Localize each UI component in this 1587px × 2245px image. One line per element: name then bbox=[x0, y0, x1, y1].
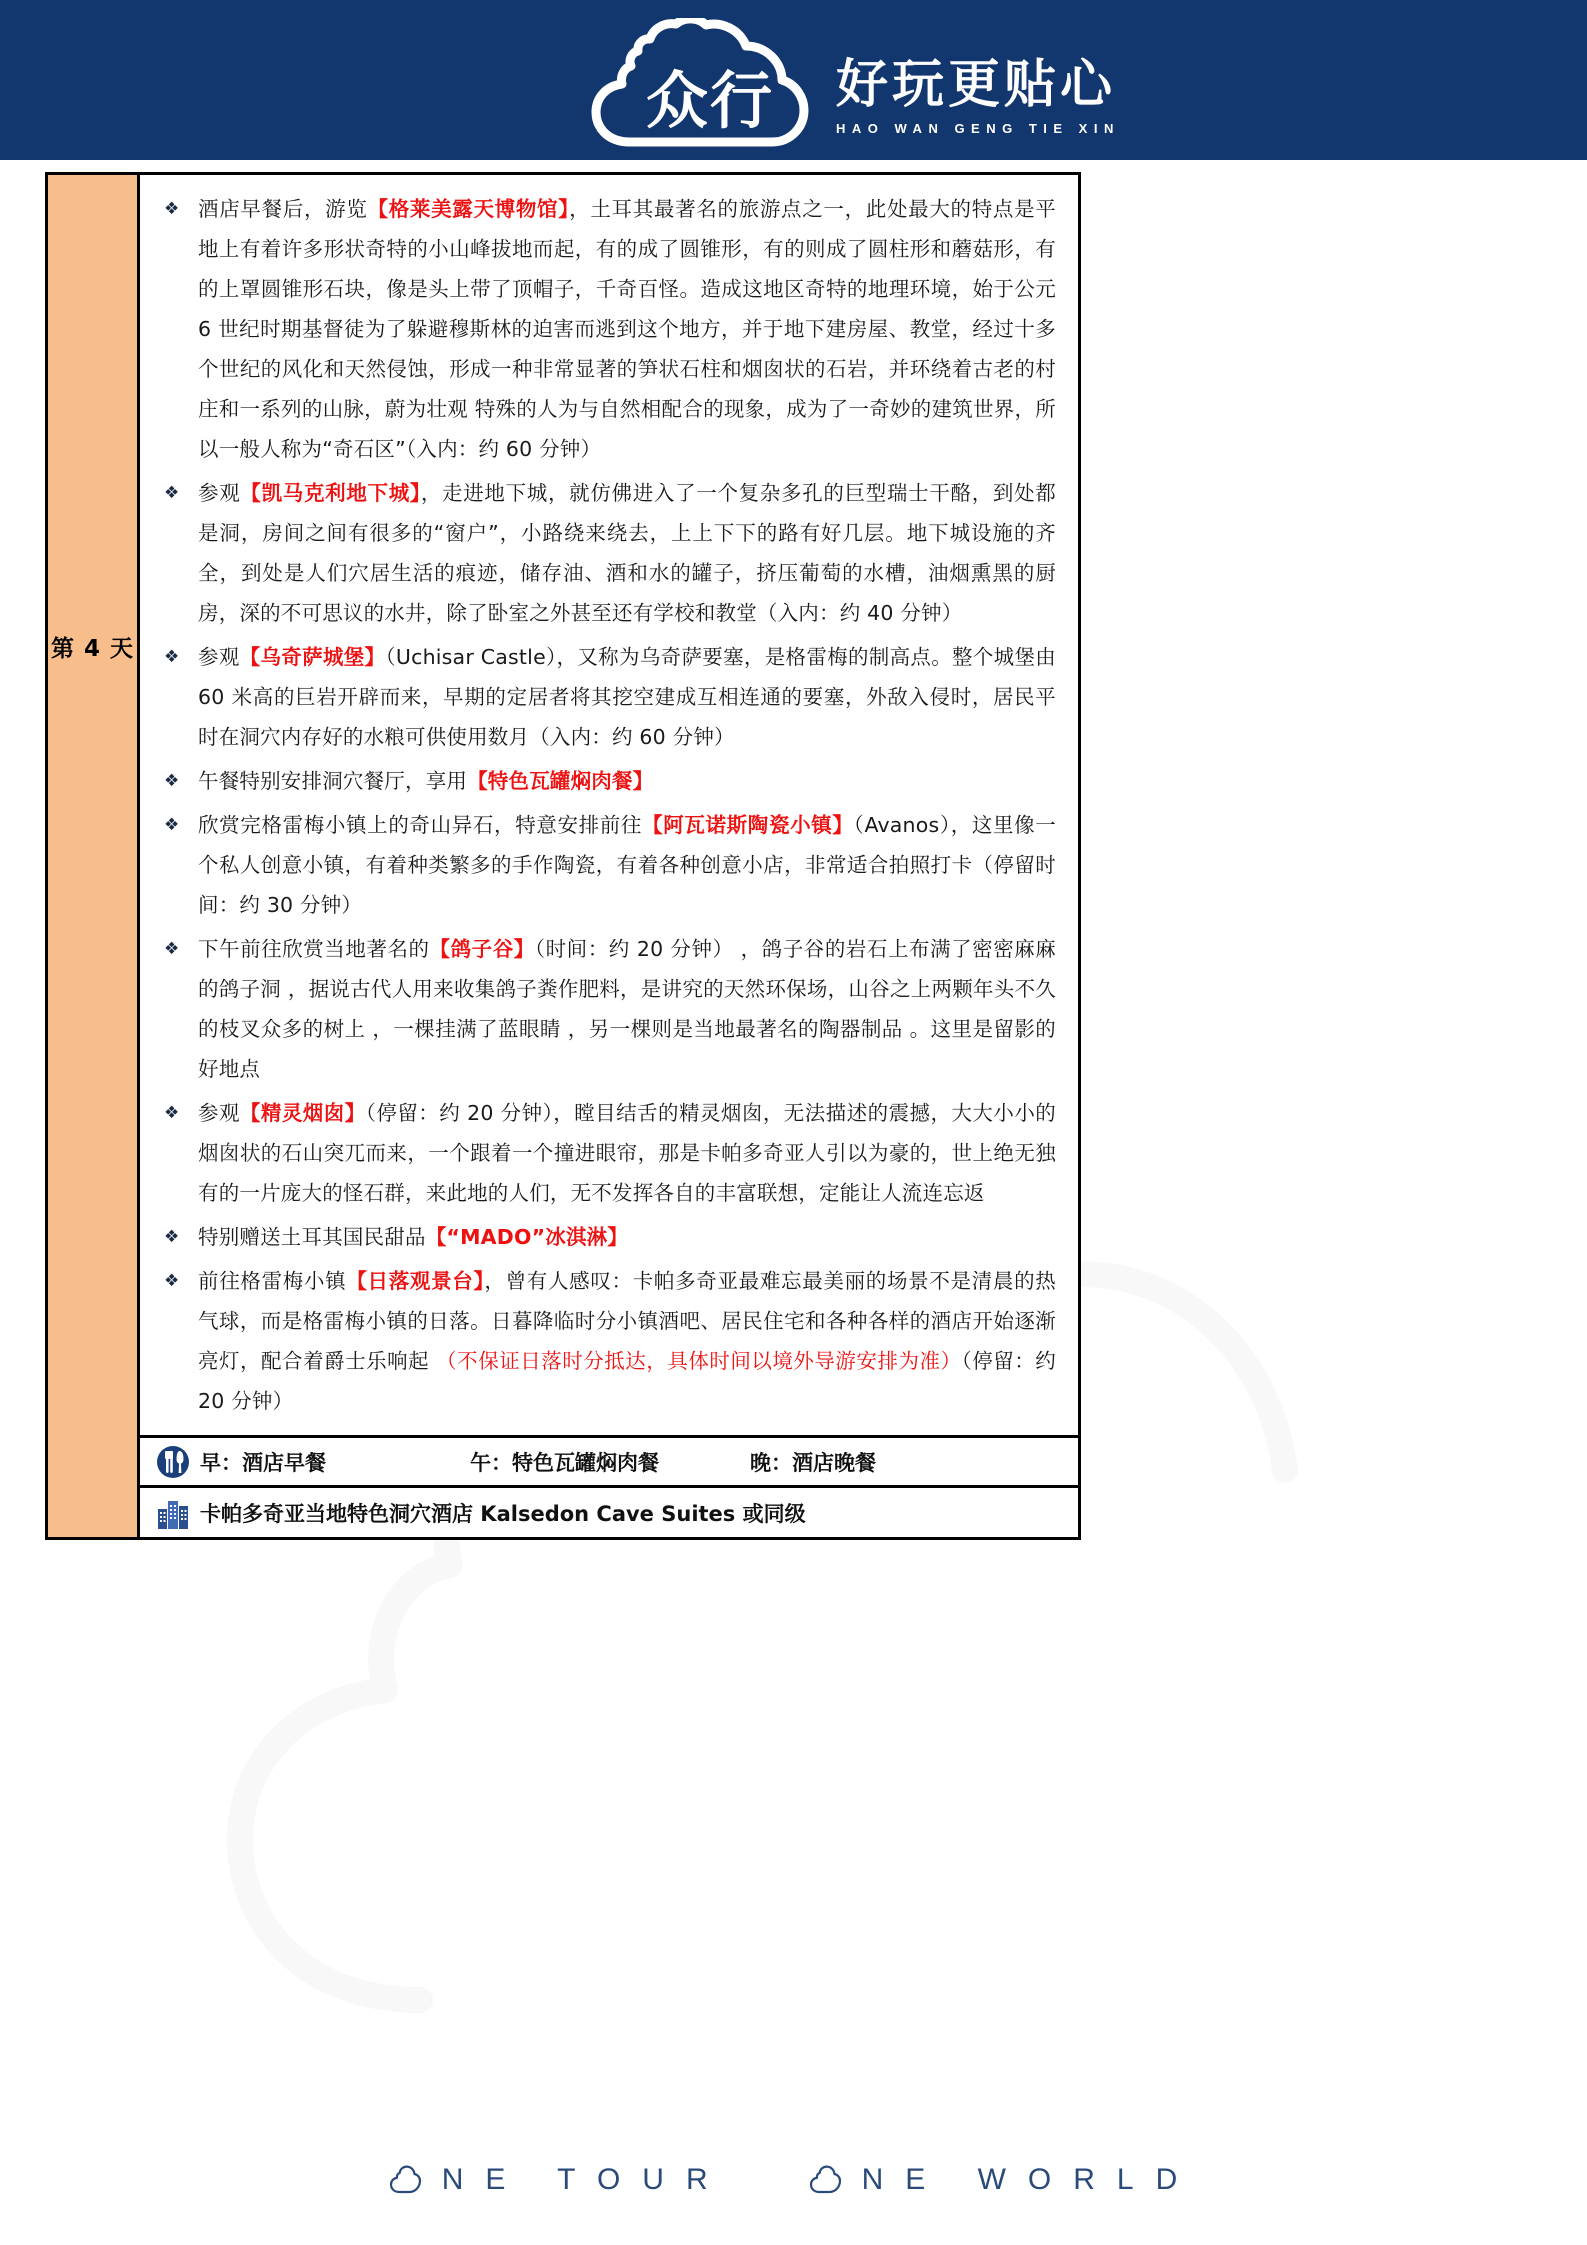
tagline-block bbox=[836, 32, 1120, 136]
meals-row bbox=[140, 1435, 1078, 1485]
bullet-diamond-icon: ❖ bbox=[164, 1227, 180, 1247]
itinerary-bullet-list bbox=[140, 175, 1078, 1435]
body-text: 参观 bbox=[198, 1101, 240, 1125]
highlight-attraction: 【特色瓦罐焖肉餐】 bbox=[467, 769, 654, 793]
itinerary-item-text bbox=[198, 189, 1056, 469]
bullet-diamond-icon: ❖ bbox=[164, 199, 180, 219]
itinerary-item-uchisar-castle bbox=[156, 637, 1056, 757]
page-footer bbox=[0, 2135, 1587, 2225]
brand-name-zh: 众行 bbox=[646, 64, 775, 137]
footer-netour-text: NE TOUR bbox=[441, 2163, 730, 2196]
body-text: （停留：约 20 分钟） bbox=[198, 1349, 1057, 1413]
itinerary-item-text bbox=[198, 929, 1056, 1089]
highlight-attraction: 【“MADO”冰淇淋】 bbox=[425, 1225, 629, 1249]
cutlery-icon bbox=[156, 1445, 200, 1479]
body-text: 参观 bbox=[198, 481, 241, 505]
body-text: （Uchisar Castle），又称为乌奇萨要塞，是格雷梅的制高点。整个城堡由 60 米高的巨岩开辟而来，早期的定居者将其挖空建成互相连通的要塞，外敌入侵时，居民平时在洞穴内存好的水粮可供使用数月（入内：约 60 分钟） bbox=[198, 645, 1056, 749]
body-text: 酒店早餐后，游览 bbox=[198, 197, 368, 221]
itinerary-item-fairy-chimneys bbox=[156, 1093, 1056, 1213]
body-text: ，土耳其最著名的旅游点之一，此处最大的特点是平地上有着许多形状奇特的小山峰拔地而起，有的成了圆锥形，有的则成了圆柱形和蘑菇形，有的上罩圆锥形石块，像是头上带了顶帽子，千奇百怪。造成这地区奇特的地理环境，始于公元 6 世纪时期基督徒为了躲避穆斯林的迫害而逃到这个地方，并于地下建房屋、教堂，经过十多个世纪的风化和天然侵蚀，形成一种非常显著的笋状石柱和烟囱状的石岩，并环绕着古老的村庄和一系列的山脉，蔚为壮观 特殊的人为与自然相配合的现象，成为了一奇妙的建筑世界，所以一般人称为“奇石区”（入内：约 60 分钟） bbox=[198, 197, 1056, 461]
disclaimer-note: （不保证日落时分抵达，具体时间以境外导游安排为准） bbox=[436, 1349, 962, 1373]
bullet-diamond-icon: ❖ bbox=[164, 1271, 180, 1291]
itinerary-item-text bbox=[198, 1261, 1056, 1421]
highlight-attraction: 【乌奇萨城堡】 bbox=[239, 645, 386, 669]
itinerary-item-text bbox=[198, 1093, 1056, 1213]
cloud-glyph-icon bbox=[388, 2163, 422, 2197]
body-text: （Avanos），这里像一个私人创意小镇，有着种类繁多的手作陶瓷，有着各种创意小店，非常适合拍照打卡（停留时间：约 30 分钟） bbox=[198, 813, 1057, 917]
body-text: 特别赠送土耳其国民甜品 bbox=[198, 1225, 426, 1249]
itinerary-item-text bbox=[198, 1217, 1056, 1257]
bullet-diamond-icon: ❖ bbox=[164, 1103, 180, 1123]
body-text: ，曾有人感叹：卡帕多奇亚最难忘最美丽的场景不是清晨的热气球，而是格雷梅小镇的日落。日暮降临时分小镇酒吧、居民住宅和各种各样的酒店开始逐渐亮灯，配合着爵士乐响起 bbox=[198, 1269, 1056, 1373]
highlight-attraction: 【精灵烟囱】 bbox=[239, 1101, 366, 1125]
brand-lockup bbox=[590, 18, 1120, 150]
bullet-diamond-icon: ❖ bbox=[164, 771, 180, 791]
body-text: 欣赏完格雷梅小镇上的奇山异石，特意安排前往 bbox=[198, 813, 643, 837]
cloud-logo-icon bbox=[590, 18, 810, 150]
itinerary-item-sunset-viewpoint bbox=[156, 1261, 1056, 1421]
itinerary-item-kaymakli-underground-city bbox=[156, 473, 1056, 633]
bullet-diamond-icon: ❖ bbox=[164, 939, 180, 959]
hotel-name: 卡帕多奇亚当地特色洞穴酒店 Kalsedon Cave Suites 或同级 bbox=[200, 1501, 806, 1526]
itinerary-item-pigeon-valley bbox=[156, 929, 1056, 1089]
meal-lunch: 午：特色瓦罐焖肉餐 bbox=[470, 1450, 659, 1475]
footer-netour bbox=[388, 2163, 730, 2197]
day-number-column bbox=[48, 175, 140, 1537]
itinerary-item-text bbox=[198, 761, 1056, 801]
itinerary-item-avanos-pottery-town bbox=[156, 805, 1056, 925]
page-header-banner bbox=[0, 0, 1587, 160]
itinerary-item-mado-ice-cream bbox=[156, 1217, 1056, 1257]
highlight-attraction: 【日落观景台】 bbox=[346, 1269, 485, 1293]
body-text: （时间：约 20 分钟） ，鸽子谷的岩石上布满了密密麻麻的鸽子洞 ，据说古代人用来收集鸽子粪作肥料，是讲究的天然环保场，山谷之上两颗年头不久的枝叉众多的树上 ，一棵挂满了蓝眼睛 ，另一棵则是当地最著名的陶器制品 。这里是留影的好地点 bbox=[198, 937, 1057, 1081]
body-text: 参观 bbox=[198, 645, 240, 669]
itinerary-item-text bbox=[198, 637, 1056, 757]
highlight-attraction: 【阿瓦诺斯陶瓷小镇】 bbox=[642, 813, 854, 837]
meals-text-group bbox=[200, 1447, 1078, 1477]
itinerary-item-text bbox=[198, 805, 1056, 925]
body-text: （停留：约 20 分钟），瞠目结舌的精灵烟囱，无法描述的震撼，大大小小的烟囱状的石山突兀而来，一个跟着一个撞进眼帘，那是卡帕多奇亚人引以为豪的，世上绝无独有的一片庞大的怪石群，来此地的人们，无不发挥各自的丰富联想，定能让人流连忘返 bbox=[198, 1101, 1056, 1205]
tagline-zh: 好玩更贴心 bbox=[836, 55, 1117, 116]
building-icon bbox=[156, 1496, 200, 1530]
bullet-diamond-icon: ❖ bbox=[164, 647, 180, 667]
footer-neworld bbox=[808, 2163, 1200, 2197]
highlight-attraction: 【鸽子谷】 bbox=[429, 937, 535, 961]
hotel-row bbox=[140, 1485, 1078, 1537]
meal-dinner: 晚：酒店晚餐 bbox=[750, 1450, 876, 1475]
footer-neworld-text: NE WORLD bbox=[861, 2163, 1200, 2196]
bullet-diamond-icon: ❖ bbox=[164, 815, 180, 835]
cloud-glyph-icon bbox=[808, 2163, 842, 2197]
itinerary-item-goreme-open-air-museum bbox=[156, 189, 1056, 469]
day-content-column bbox=[140, 175, 1078, 1537]
itinerary-item-cave-restaurant-lunch bbox=[156, 761, 1056, 801]
bullet-diamond-icon: ❖ bbox=[164, 483, 180, 503]
day-label: 第 4 天 bbox=[50, 636, 135, 662]
body-text: 午餐特别安排洞穴餐厅，享用 bbox=[198, 769, 468, 793]
meal-breakfast: 早：酒店早餐 bbox=[200, 1450, 326, 1475]
itinerary-table bbox=[45, 172, 1081, 1540]
highlight-attraction: 【格莱美露天博物馆】 bbox=[367, 197, 570, 221]
body-text: 前往格雷梅小镇 bbox=[198, 1269, 347, 1293]
body-text: 下午前往欣赏当地著名的 bbox=[198, 937, 430, 961]
tagline-pinyin: HAO WAN GENG TIE XIN bbox=[836, 120, 1120, 136]
itinerary-item-text bbox=[198, 473, 1056, 633]
highlight-attraction: 【凯马克利地下城】 bbox=[240, 481, 421, 505]
body-text: ，走进地下城，就仿佛进入了一个复杂多孔的巨型瑞士干酪，到处都是洞，房间之间有很多的“窗户”，小路绕来绕去，上上下下的路有好几层。地下城设施的齐全，到处是人们穴居生活的痕迹，储存油、酒和水的罐子，挤压葡萄的水槽，油烟熏黑的厨房，深的不可思议的水井，除了卧室之外甚至还有学校和教堂（入内：约 40 分钟） bbox=[198, 481, 1057, 625]
